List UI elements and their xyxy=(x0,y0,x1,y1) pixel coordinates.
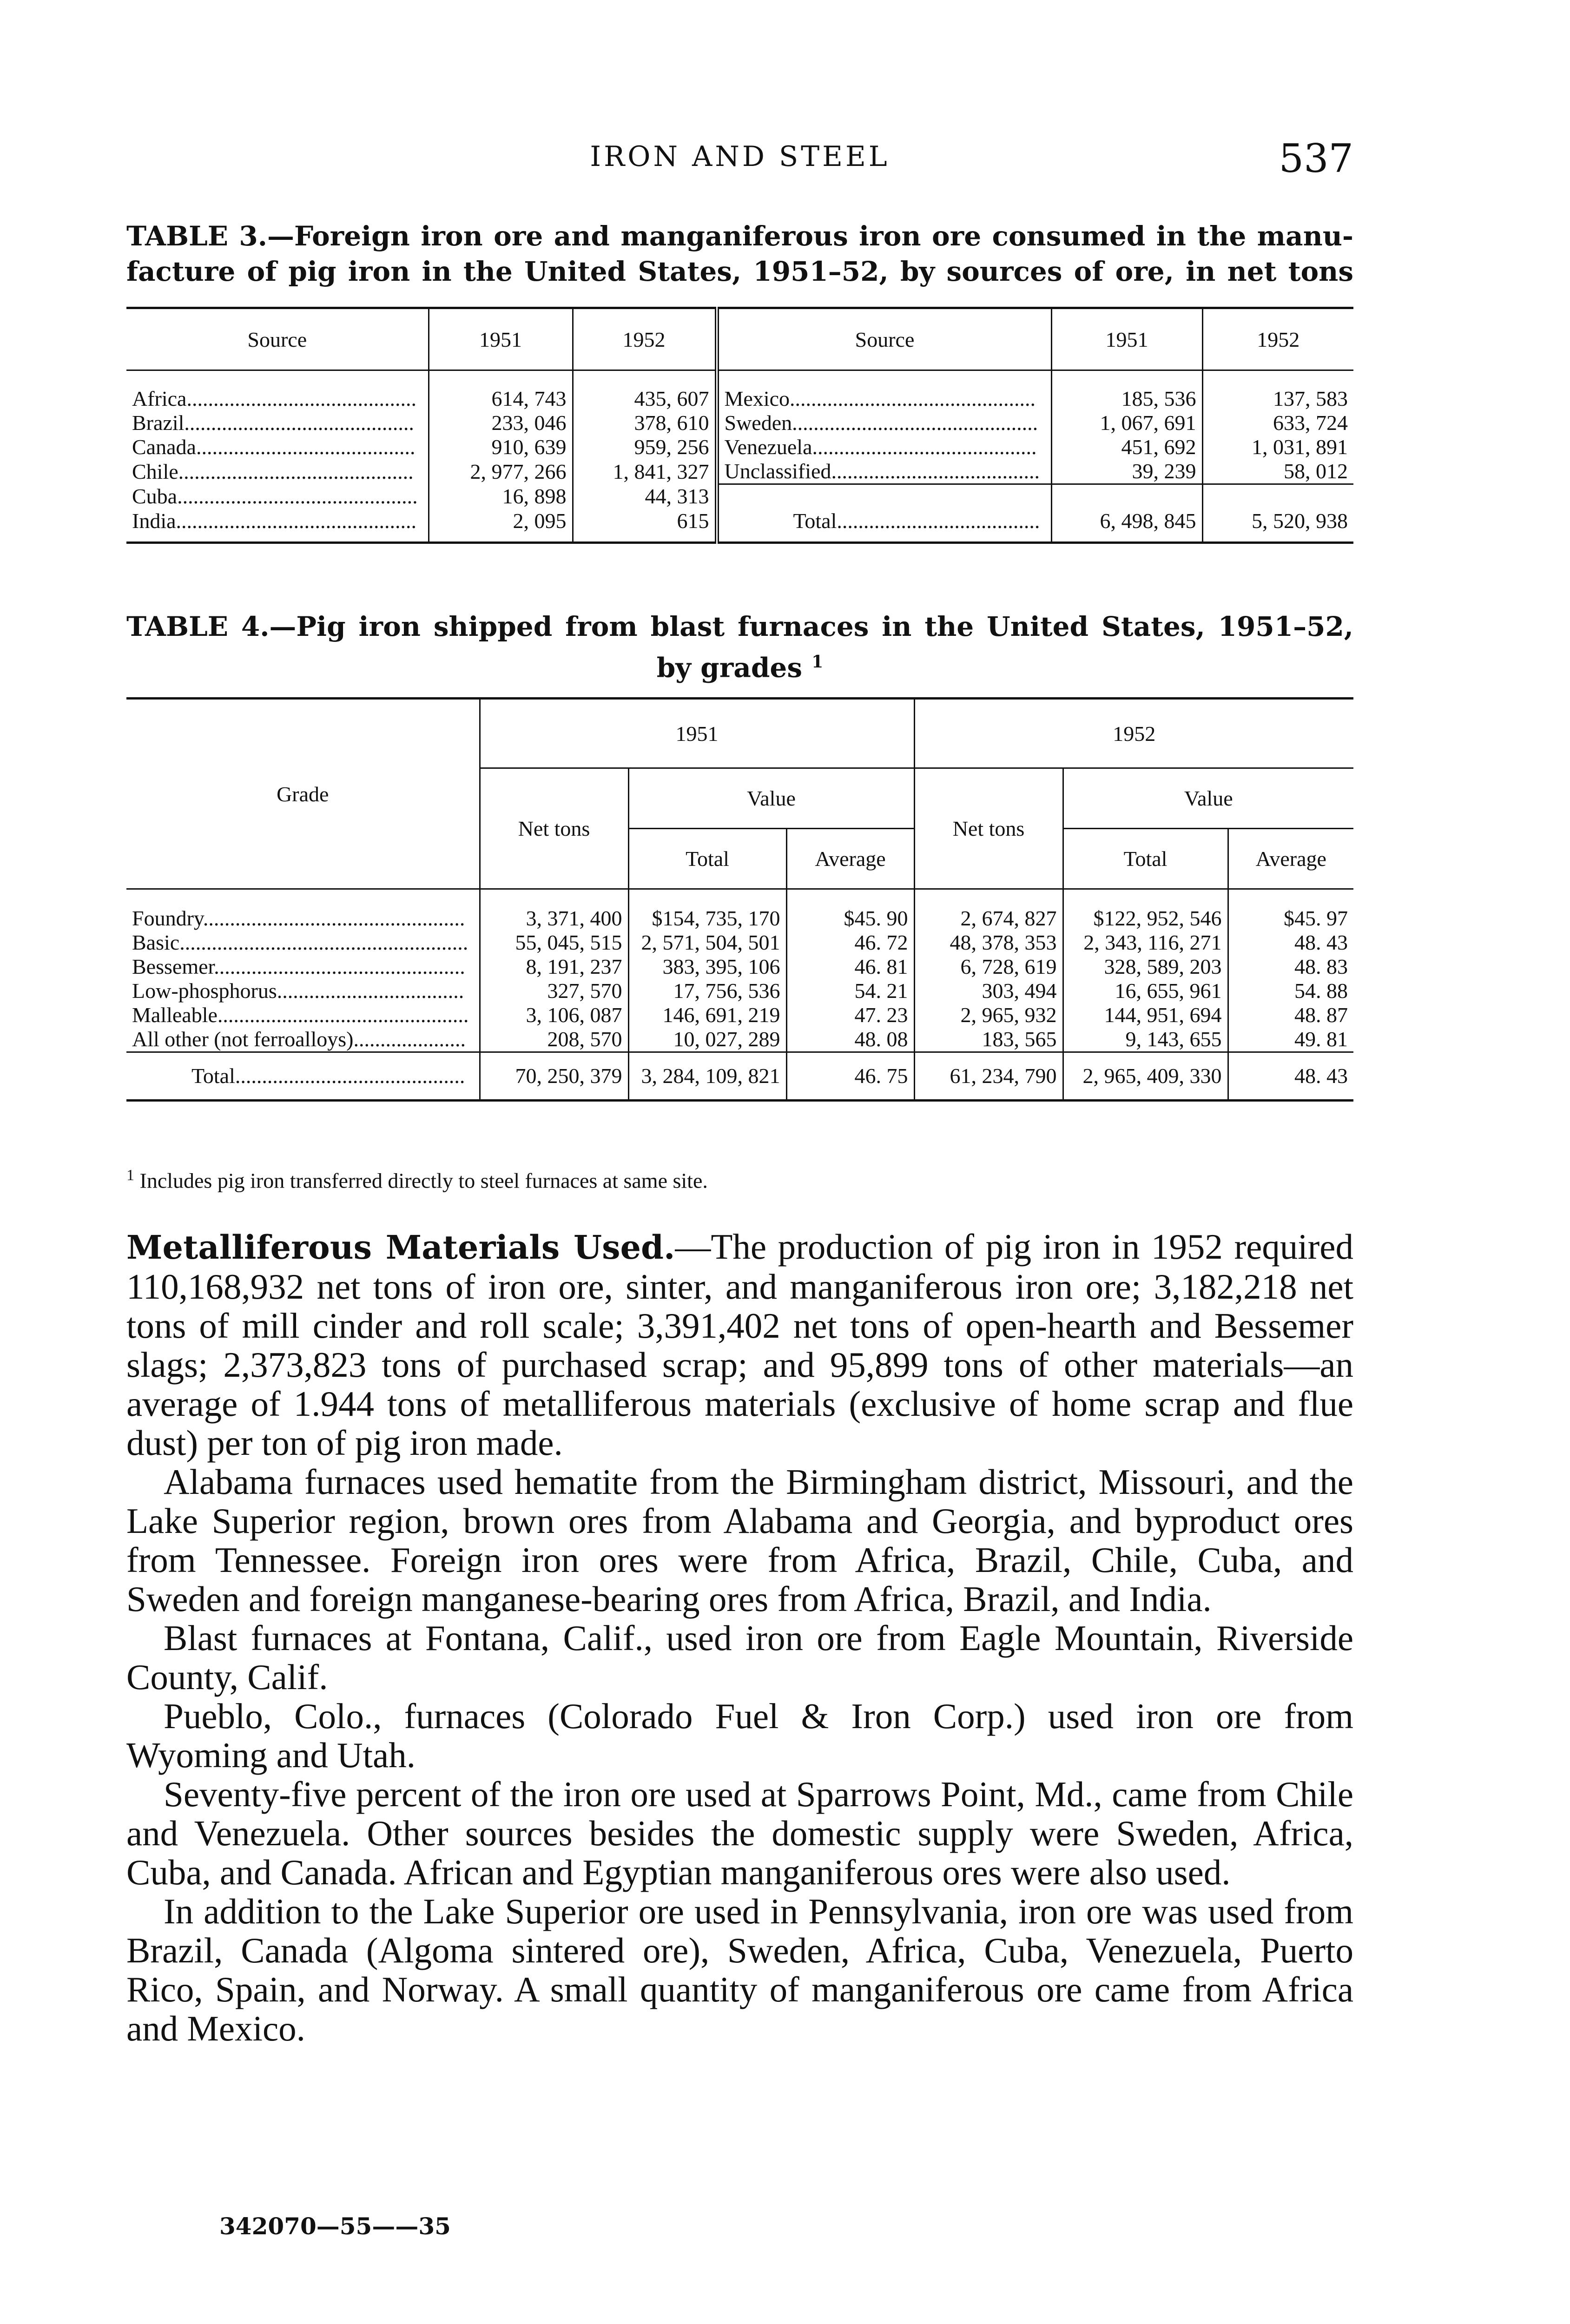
table3-cell: 44, 313 xyxy=(573,484,717,509)
dot-leader: ............................................... xyxy=(214,955,465,978)
table4-col-1951: 1951 xyxy=(480,699,914,768)
table4-cell: 146, 691, 219 xyxy=(628,1003,786,1027)
table4-cell: 48. 08 xyxy=(786,1027,914,1052)
dot-leader: ......................................... xyxy=(196,435,416,459)
table4-cell: 328, 589, 203 xyxy=(1063,955,1228,979)
table3-source: Mexico.............................................. xyxy=(717,370,1051,411)
paragraph: In addition to the Lake Superior ore used in Pennsylvania, iron ore was used from Brazil, Canada (Algoma sintered ore), Sweden, Africa, Cuba, Venezuela, Puerto Rico, Spain, and Norway. A small quantity of manganiferous ore came from Africa and Mexico. xyxy=(126,1891,1353,2048)
table3-source: India............................................. xyxy=(132,509,417,533)
table4-cell: 8, 191, 237 xyxy=(480,955,628,979)
table4-cell: 16, 655, 961 xyxy=(1063,979,1228,1003)
table3-col-1951: 1951 xyxy=(429,308,573,370)
print-code: 342070—55——35 xyxy=(219,2212,451,2240)
table4-cell: 3, 106, 087 xyxy=(480,1003,628,1027)
table4-cell: 54. 21 xyxy=(786,979,914,1003)
table4-grade: Low-phosphorus................................... xyxy=(132,979,464,1003)
table4-col-value: Value xyxy=(628,768,914,829)
table4-cell: 46. 81 xyxy=(786,955,914,979)
table4-cell: $45. 97 xyxy=(1228,889,1353,931)
paragraph-text: —The production of pig iron in 1952 required 110,168,932 net tons of iron ore, sinter, and manganiferous iron ore; 3,182,218 net tons of mill cinder and roll scale; 3,391,402 net tons of open-hearth and Bessemer slags; 2,373,823 tons of purchased scrap; and 95,899 tons of other materials—an average of 1.944 tons of metalliferous materials (exclusive of home scrap and flue dust) per ton of pig iron made. xyxy=(126,1227,1353,1463)
table4-cell: 47. 23 xyxy=(786,1003,914,1027)
dot-leader: ...................................................... xyxy=(179,931,468,954)
table3-cell: 614, 743 xyxy=(429,370,573,411)
dot-leader: ............................................... xyxy=(217,1003,469,1027)
table4-cell: 10, 027, 289 xyxy=(628,1027,786,1052)
dot-leader: ...................................... xyxy=(837,509,1040,533)
table4-cell: 48. 87 xyxy=(1228,1003,1353,1027)
table4-total-label: Total........................................... xyxy=(126,1052,480,1101)
table4-cell: 55, 045, 515 xyxy=(480,931,628,955)
table4-cell: 183, 565 xyxy=(914,1027,1063,1052)
table3-source: Cuba............................................. xyxy=(132,484,418,508)
table3 xyxy=(126,307,1353,544)
table3-blank xyxy=(717,484,1051,509)
dot-leader: ..................... xyxy=(353,1027,466,1051)
table3-col-1952: 1952 xyxy=(573,308,717,370)
table3-col-1951: 1951 xyxy=(1051,308,1202,370)
table4-col-average: Average xyxy=(786,829,914,889)
footnote-mark: 1 xyxy=(126,1167,134,1184)
table3-row xyxy=(126,509,1353,543)
table4-cell: $154, 735, 170 xyxy=(628,889,786,931)
table4-col-grade: Grade xyxy=(126,699,480,889)
table4-caption-text: by grades xyxy=(656,652,802,684)
table4-col-1952: 1952 xyxy=(914,699,1353,768)
table4-grade: Bessemer............................................... xyxy=(132,955,465,978)
table3-cell: 451, 692 xyxy=(1051,435,1202,459)
dot-leader: .......................................... xyxy=(812,435,1037,459)
table4-row xyxy=(126,1027,1353,1052)
table3-cell: 2, 095 xyxy=(429,509,573,543)
table3-cell: 1, 067, 691 xyxy=(1051,411,1202,435)
table4-caption-line: TABLE 4.—Pig iron shipped from blast furnaces in the United States, 1951–52, xyxy=(126,611,1353,642)
dot-leader: .............................................. xyxy=(792,411,1038,435)
table3-cell: 2, 977, 266 xyxy=(429,459,573,484)
table4-grade: Basic...................................................... xyxy=(132,931,468,954)
table4-col-total: Total xyxy=(1063,829,1228,889)
table3-source: Sweden.............................................. xyxy=(717,411,1051,435)
table4-cell: 46. 72 xyxy=(786,931,914,955)
dot-leader: ........................................... xyxy=(235,1064,465,1088)
table4-cell: 9, 143, 655 xyxy=(1063,1027,1228,1052)
table3-source: Africa........................................... xyxy=(132,387,416,410)
table4-row xyxy=(126,931,1353,955)
table3-source: Canada......................................... xyxy=(132,435,416,459)
table3-caption xyxy=(126,218,1353,289)
table3-cell: 959, 256 xyxy=(573,435,717,459)
table4-grade: Foundry................................................. xyxy=(132,906,465,930)
paragraph: Seventy-five percent of the iron ore used at Sparrows Point, Md., came from Chile and Venezuela. Other sources besides the domestic supply were Sweden, Africa, Cuba, and Canada. African and Egyptian manganiferous ores were also used. xyxy=(126,1774,1353,1892)
table4-col-total: Total xyxy=(628,829,786,889)
table3-row xyxy=(126,411,1353,435)
table3-cell: 378, 610 xyxy=(573,411,717,435)
dot-leader: ........................................... xyxy=(184,411,414,435)
dot-leader: ........................................... xyxy=(186,387,416,410)
table4-header-row-1 xyxy=(126,699,1353,768)
section-heading: Metalliferous Materials Used. xyxy=(126,1228,675,1267)
table3-cell: 137, 583 xyxy=(1202,370,1353,411)
paragraph: Alabama furnaces used hematite from the Birmingham district, Missouri, and the Lake Superior region, brown ores from Alabama and Georgia, and byproduct ores from Tennessee. Foreign iron ores were from Africa, Brazil, Chile, Cuba, and Sweden and foreign manganese-bearing ores from Africa, Brazil, and India. xyxy=(126,1462,1353,1619)
body-text xyxy=(126,1227,1353,2048)
table3-blank xyxy=(1202,484,1353,509)
dot-leader: .............................................. xyxy=(790,387,1036,410)
table4-caption-line-2 xyxy=(126,644,1353,685)
table4-total-cell: 70, 250, 379 xyxy=(480,1052,628,1101)
table3-col-1952: 1952 xyxy=(1202,308,1353,370)
paragraph xyxy=(126,1227,1353,1462)
table3-total-1952: 5, 520, 938 xyxy=(1202,509,1353,543)
table4-footnote xyxy=(126,1167,708,1193)
table3-cell: 58, 012 xyxy=(1202,459,1353,484)
table3-cell: 185, 536 xyxy=(1051,370,1202,411)
table4-cell: 17, 756, 536 xyxy=(628,979,786,1003)
table4-row xyxy=(126,979,1353,1003)
table4-total-cell: 3, 284, 109, 821 xyxy=(628,1052,786,1101)
dot-leader: ............................................ xyxy=(178,459,414,483)
table4-total-cell: 46. 75 xyxy=(786,1052,914,1101)
table3-row xyxy=(126,484,1353,509)
table4-cell: 2, 571, 504, 501 xyxy=(628,931,786,955)
table3-header-row xyxy=(126,308,1353,370)
table4-cell: 48. 43 xyxy=(1228,931,1353,955)
table4-caption xyxy=(126,609,1353,685)
dot-leader: ....................................... xyxy=(831,459,1040,483)
dot-leader: ............................................. xyxy=(176,509,417,533)
table4-total-cell: 2, 965, 409, 330 xyxy=(1063,1052,1228,1101)
table3-caption-line: TABLE 3.—Foreign iron ore and manganiferous iron ore consumed in the manu- xyxy=(126,220,1353,252)
table3-cell: 1, 841, 327 xyxy=(573,459,717,484)
table3-cell: 39, 239 xyxy=(1051,459,1202,484)
table3-cell: 910, 639 xyxy=(429,435,573,459)
table4 xyxy=(126,697,1353,1102)
table3-col-source: Source xyxy=(717,308,1051,370)
table4-cell: 48, 378, 353 xyxy=(914,931,1063,955)
table4-cell: 3, 371, 400 xyxy=(480,889,628,931)
table3-source: Unclassified....................................... xyxy=(717,459,1051,484)
table4-row xyxy=(126,1003,1353,1027)
table4-cell: $122, 952, 546 xyxy=(1063,889,1228,931)
table4-cell: 2, 343, 116, 271 xyxy=(1063,931,1228,955)
table4-cell: 6, 728, 619 xyxy=(914,955,1063,979)
table4-row xyxy=(126,889,1353,931)
table4-total-row xyxy=(126,1052,1353,1101)
table4-caption-footnote-mark: 1 xyxy=(811,652,824,672)
dot-leader: ................................... xyxy=(277,979,464,1003)
table3-cell: 233, 046 xyxy=(429,411,573,435)
table4-col-value: Value xyxy=(1063,768,1353,829)
dot-leader: ............................................. xyxy=(177,484,418,508)
paragraph: Blast furnaces at Fontana, Calif., used iron ore from Eagle Mountain, Riverside County, Calif. xyxy=(126,1618,1353,1697)
table4-col-net-tons: Net tons xyxy=(480,768,628,889)
table4-cell: 208, 570 xyxy=(480,1027,628,1052)
running-title: IRON AND STEEL xyxy=(590,140,890,173)
table3-source: Brazil........................................... xyxy=(132,411,414,435)
footnote-text: Includes pig iron transferred directly to steel furnaces at same site. xyxy=(139,1169,708,1193)
table4-total-cell: 61, 234, 790 xyxy=(914,1052,1063,1101)
table4-cell: 144, 951, 694 xyxy=(1063,1003,1228,1027)
table4-cell: 2, 674, 827 xyxy=(914,889,1063,931)
table3-cell: 1, 031, 891 xyxy=(1202,435,1353,459)
paragraph: Pueblo, Colo., furnaces (Colorado Fuel & Iron Corp.) used iron ore from Wyoming and Utah. xyxy=(126,1696,1353,1775)
table4-grade: All other (not ferroalloys)..................... xyxy=(132,1027,466,1051)
table4-cell: 48. 83 xyxy=(1228,955,1353,979)
running-header xyxy=(126,136,1353,182)
table3-cell: 615 xyxy=(573,509,717,543)
table3-cell: 435, 607 xyxy=(573,370,717,411)
table3-caption-line: facture of pig iron in the United States, 1951–52, by sources of ore, in net tons xyxy=(126,256,1353,287)
table4-cell: 327, 570 xyxy=(480,979,628,1003)
table3-col-source: Source xyxy=(126,308,429,370)
table4-cell: 303, 494 xyxy=(914,979,1063,1003)
table4-total-cell: 48. 43 xyxy=(1228,1052,1353,1101)
table3-blank xyxy=(1051,484,1202,509)
table3-row xyxy=(126,370,1353,411)
table3-row xyxy=(126,435,1353,459)
table4-row xyxy=(126,955,1353,979)
table3-row xyxy=(126,459,1353,484)
table4-cell: 383, 395, 106 xyxy=(628,955,786,979)
table4-cell: 54. 88 xyxy=(1228,979,1353,1003)
table4-col-net-tons: Net tons xyxy=(914,768,1063,889)
table4-cell: 49. 81 xyxy=(1228,1027,1353,1052)
table4-grade: Malleable............................................... xyxy=(132,1003,469,1027)
table3-total-label: Total...................................... xyxy=(717,509,1051,543)
table4-cell: 2, 965, 932 xyxy=(914,1003,1063,1027)
table3-source: Chile............................................ xyxy=(132,459,414,483)
table3-source: Venezuela.......................................... xyxy=(717,435,1051,459)
table4-col-average: Average xyxy=(1228,829,1353,889)
page-number: 537 xyxy=(1279,136,1353,181)
table3-cell: 16, 898 xyxy=(429,484,573,509)
table3-cell: 633, 724 xyxy=(1202,411,1353,435)
table4-cell: $45. 90 xyxy=(786,889,914,931)
dot-leader: ................................................. xyxy=(203,906,465,930)
table3-total-1951: 6, 498, 845 xyxy=(1051,509,1202,543)
